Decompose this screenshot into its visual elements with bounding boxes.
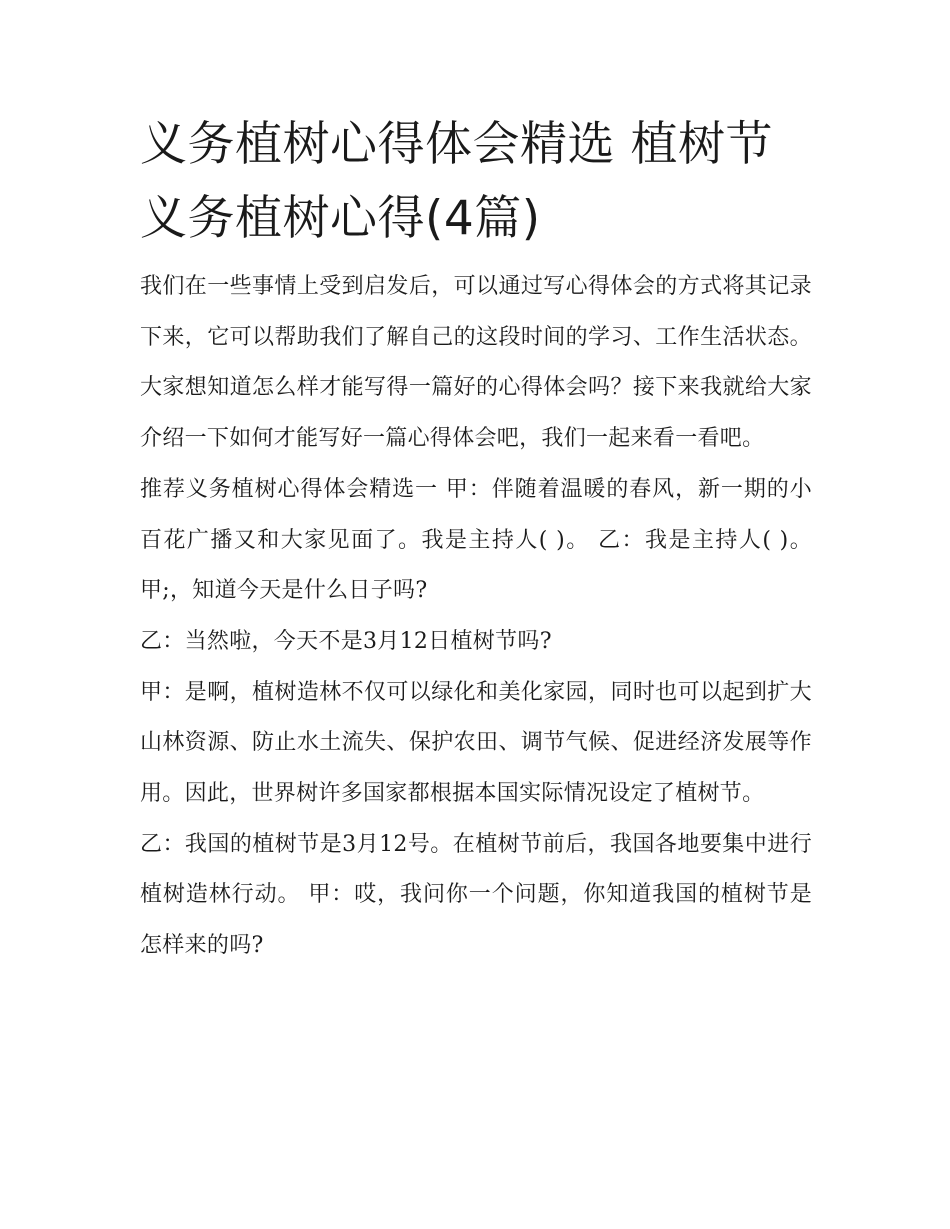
document-page [140, 108, 812, 972]
paragraph-dialogue-yi-1: 乙：当然啦，今天不是3月12日植树节吗? [140, 628, 552, 654]
paragraph-dialogue-jia-1: 甲：是啊，植树造林不仅可以绿化和美化家园，同时也可以起到扩大山林资源、防止水土流失、保护农田、调节气候、促进经济发展等作用。因此，世界树许多国家都根据本国实际情况设定了植树节。 [140, 679, 812, 807]
paragraph-recommend-one: 推荐义务植树心得体会精选一 甲：伴随着温暖的春风，新一期的小百花广播又和大家见面了。我是主持人( )。 乙：我是主持人( )。 甲;，知道今天是什么日子吗? [140, 476, 812, 604]
document-title: 义务植树心得体会精选 植树节义务植树心得(4篇) [140, 117, 773, 246]
paragraph-intro: 我们在一些事情上受到启发后，可以通过写心得体会的方式将其记录下来，它可以帮助我们了解自己的这段时间的学习、工作生活状态。大家想知道怎么样才能写得一篇好的心得体会吗？接下来我就给大家介绍一下如何才能写好一篇心得体会吧，我们一起来看一看吧。 [140, 274, 812, 452]
paragraph-dialogue-yi-2: 乙：我国的植树节是3月12号。在植树节前后，我国各地要集中进行植树造林行动。 甲：哎，我问你一个问题，你知道我国的植树节是怎样来的吗? [140, 831, 812, 959]
